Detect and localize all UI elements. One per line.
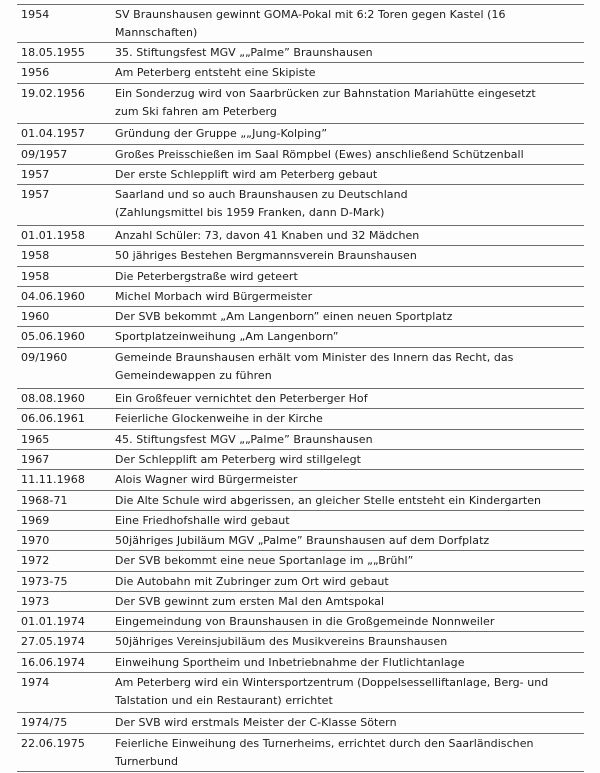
timeline-row (0, 5, 600, 42)
entry-date: 1973-75 (21, 575, 68, 588)
row-divider (17, 510, 584, 511)
entry-text (115, 532, 585, 550)
row-divider (17, 388, 584, 389)
entry-date: 1957 (21, 168, 50, 181)
timeline-row (0, 124, 600, 144)
entry-date: 1974/75 (21, 716, 68, 729)
timeline-row (0, 246, 600, 266)
entry-text-line: Der SVB wird erstmals Meister der C-Klasse Sötern (115, 716, 397, 729)
entry-date: 1972 (21, 554, 50, 567)
entry-text-line: Die Autobahn mit Zubringer zum Ort wird gebaut (115, 575, 389, 588)
timeline-row (0, 145, 600, 164)
timeline-row (0, 267, 600, 286)
entry-text-line: Am Peterberg entsteht eine Skipiste (115, 66, 316, 79)
timeline-row (0, 165, 600, 184)
row-divider (17, 42, 584, 43)
entry-date: 1954 (21, 8, 50, 21)
entry-date: 1958 (21, 249, 50, 262)
timeline-row (0, 185, 600, 225)
entry-text-line: Talstation und ein Restaurant) errichtet (115, 694, 333, 707)
entry-text-line: Turnerbund (115, 755, 179, 768)
row-divider (17, 611, 584, 612)
timeline-row (0, 348, 600, 388)
row-divider (17, 144, 584, 145)
timeline-row (0, 632, 600, 652)
entry-date: 09/1957 (21, 148, 68, 161)
entry-date: 05.06.1960 (21, 330, 85, 343)
entry-text-line: (Zahlungsmittel bis 1959 Franken, dann D-Mark) (115, 206, 385, 219)
timeline-row (0, 531, 600, 550)
entry-text-line: 50jähriges Jubiläum MGV „Palme” Braunshausen auf dem Dorfplatz (115, 534, 490, 547)
entry-text-line: Eingemeindung von Braunshausen in die Großgemeinde Nonnweiler (115, 615, 495, 628)
entry-text (115, 85, 585, 121)
entry-text (115, 451, 585, 469)
row-divider (17, 712, 584, 713)
entry-text-line: Saarland und so auch Braunshausen zu Deutschland (115, 188, 408, 201)
entry-date: 1960 (21, 310, 50, 323)
row-divider (17, 631, 584, 632)
entry-date: 1974 (21, 676, 50, 689)
timeline-row (0, 389, 600, 408)
timeline-row (0, 63, 600, 83)
row-divider (17, 490, 584, 491)
entry-text (115, 288, 585, 306)
row-divider (17, 286, 584, 287)
entry-date: 06.06.1961 (21, 412, 85, 425)
timeline-row (0, 450, 600, 469)
entry-text (115, 349, 585, 385)
row-divider (17, 347, 584, 348)
entry-text (115, 308, 585, 326)
entry-text-line: Mannschaften) (115, 26, 198, 39)
entry-text (115, 714, 585, 732)
entry-text-line: Der SVB bekommt „Am Langenborn” einen neuen Sportplatz (115, 310, 453, 323)
entry-date: 1957 (21, 188, 50, 201)
row-divider (17, 408, 584, 409)
row-divider (17, 164, 584, 165)
entry-text-line: Feierliche Glockenweihe in der Kirche (115, 412, 323, 425)
row-divider (17, 326, 584, 327)
row-divider (17, 225, 584, 226)
entry-text (115, 247, 585, 265)
entry-text (115, 674, 585, 710)
entry-text-line: zum Ski fahren am Peterberg (115, 105, 277, 118)
timeline-row (0, 43, 600, 62)
timeline-row (0, 713, 600, 733)
entry-text (115, 166, 585, 184)
entry-text (115, 593, 585, 611)
entry-text-line: Der Schlepplift am Peterberg wird stillgelegt (115, 453, 361, 466)
entry-date: 04.06.1960 (21, 290, 85, 303)
entry-date: 18.05.1955 (21, 46, 85, 59)
entry-text (115, 492, 585, 510)
row-divider (17, 4, 584, 5)
entry-text-line: Der SVB bekommt eine neue Sportanlage im „„Brühl” (115, 554, 414, 567)
timeline-row (0, 430, 600, 449)
row-divider (17, 266, 584, 267)
entry-text (115, 654, 585, 672)
row-divider (17, 83, 584, 84)
entry-text-line: 50jähriges Vereinsjubiläum des Musikvereins Braunshausen (115, 635, 448, 648)
entry-text (115, 6, 585, 42)
entry-text-line: 50 jähriges Bestehen Bergmannsverein Braunshausen (115, 249, 417, 262)
timeline-row (0, 84, 600, 123)
entry-text-line: SV Braunshausen gewinnt GOMA-Pokal mit 6:2 Toren gegen Kastel (16 (115, 8, 506, 21)
entry-text-line: Der SVB gewinnt zum ersten Mal den Amtspokal (115, 595, 385, 608)
entry-date: 1969 (21, 514, 50, 527)
timeline-row (0, 551, 600, 571)
timeline-row (0, 511, 600, 530)
entry-date: 22.06.1975 (21, 737, 85, 750)
entry-date: 01.01.1958 (21, 229, 85, 242)
entry-date: 1965 (21, 433, 50, 446)
entry-text (115, 471, 585, 489)
entry-text-line: Die Peterbergstraße wird geteert (115, 270, 298, 283)
entry-text (115, 227, 585, 245)
entry-text-line: 45. Stiftungsfest MGV „„Palme” Braunshausen (115, 433, 373, 446)
entry-text-line: Ein Sonderzug wird von Saarbrücken zur Bahnstation Mariahütte eingesetzt (115, 87, 536, 100)
entry-text-line: Anzahl Schüler: 73, davon 41 Knaben und 32 Mädchen (115, 229, 420, 242)
entry-date: 1956 (21, 66, 50, 79)
entry-date: 1958 (21, 270, 50, 283)
row-divider (17, 469, 584, 470)
timeline-row (0, 470, 600, 490)
entry-date: 08.08.1960 (21, 392, 85, 405)
entry-text (115, 268, 585, 286)
row-divider (17, 123, 584, 124)
timeline-row (0, 226, 600, 245)
entry-text (115, 633, 585, 651)
entry-text (115, 64, 585, 82)
timeline-row (0, 734, 600, 771)
entry-text-line: Gemeinde Braunshausen erhält vom Minister des Innern das Recht, das (115, 351, 514, 364)
entry-text-line: Gemeindewappen zu führen (115, 369, 272, 382)
timeline-row (0, 409, 600, 429)
timeline-row (0, 491, 600, 510)
entry-text (115, 146, 585, 164)
row-divider (17, 771, 584, 772)
entry-text (115, 512, 585, 530)
entry-text-line: Einweihung Sportheim und Inbetriebnahme der Flutlichtanlage (115, 656, 465, 669)
entry-text (115, 735, 585, 771)
entry-text-line: Großes Preisschießen im Saal Römpbel (Ewes) anschließend Schützenball (115, 148, 524, 161)
entry-text (115, 44, 585, 62)
entry-text-line: Alois Wagner wird Bürgermeister (115, 473, 298, 486)
entry-date: 09/1960 (21, 351, 68, 364)
timeline-row (0, 572, 600, 591)
entry-text-line: 35. Stiftungsfest MGV „„Palme” Braunshausen (115, 46, 373, 59)
row-divider (17, 530, 584, 531)
entry-text-line: Ein Großfeuer vernichtet den Peterberger Hof (115, 392, 368, 405)
entry-text (115, 573, 585, 591)
entry-text-line: Eine Friedhofshalle wird gebaut (115, 514, 290, 527)
row-divider (17, 306, 584, 307)
timeline-row (0, 592, 600, 611)
entry-date: 1967 (21, 453, 50, 466)
entry-text (115, 328, 585, 346)
entry-text-line: Sportplatzeinweihung „Am Langenborn” (115, 330, 339, 343)
row-divider (17, 571, 584, 572)
entry-date: 1968-71 (21, 494, 68, 507)
entry-text (115, 125, 585, 143)
entry-text-line: Die Alte Schule wird abgerissen, an gleicher Stelle entsteht ein Kindergarten (115, 494, 542, 507)
entry-text-line: Michel Morbach wird Bürgermeister (115, 290, 313, 303)
entry-text (115, 410, 585, 428)
entry-date: 19.02.1956 (21, 87, 85, 100)
entry-text-line: Am Peterberg wird ein Wintersportzentrum (Doppelsesselliftanlage, Berg- und (115, 676, 549, 689)
entry-text (115, 390, 585, 408)
timeline-row (0, 612, 600, 631)
row-divider (17, 62, 584, 63)
entry-text-line: Der erste Schlepplift wird am Peterberg gebaut (115, 168, 378, 181)
entry-date: 1973 (21, 595, 50, 608)
entry-date: 1970 (21, 534, 50, 547)
row-divider (17, 550, 584, 551)
timeline-row (0, 653, 600, 672)
entry-text-line: Gründung der Gruppe „„Jung-Kolping” (115, 127, 328, 140)
entry-text (115, 431, 585, 449)
row-divider (17, 672, 584, 673)
entry-date: 11.11.1968 (21, 473, 85, 486)
row-divider (17, 245, 584, 246)
entry-date: 16.06.1974 (21, 656, 85, 669)
row-divider (17, 591, 584, 592)
entry-date: 01.01.1974 (21, 615, 85, 628)
row-divider (17, 733, 584, 734)
entry-date: 01.04.1957 (21, 127, 85, 140)
entry-text (115, 613, 585, 631)
row-divider (17, 652, 584, 653)
row-divider (17, 429, 584, 430)
timeline-row (0, 327, 600, 347)
entry-date: 27.05.1974 (21, 635, 85, 648)
row-divider (17, 449, 584, 450)
timeline-row (0, 673, 600, 712)
timeline-row (0, 307, 600, 326)
entry-text (115, 186, 585, 222)
timeline-row (0, 287, 600, 306)
entry-text-line: Feierliche Einweihung des Turnerheims, errichtet durch den Saarländischen (115, 737, 534, 750)
entry-text (115, 552, 585, 570)
row-divider (17, 184, 584, 185)
